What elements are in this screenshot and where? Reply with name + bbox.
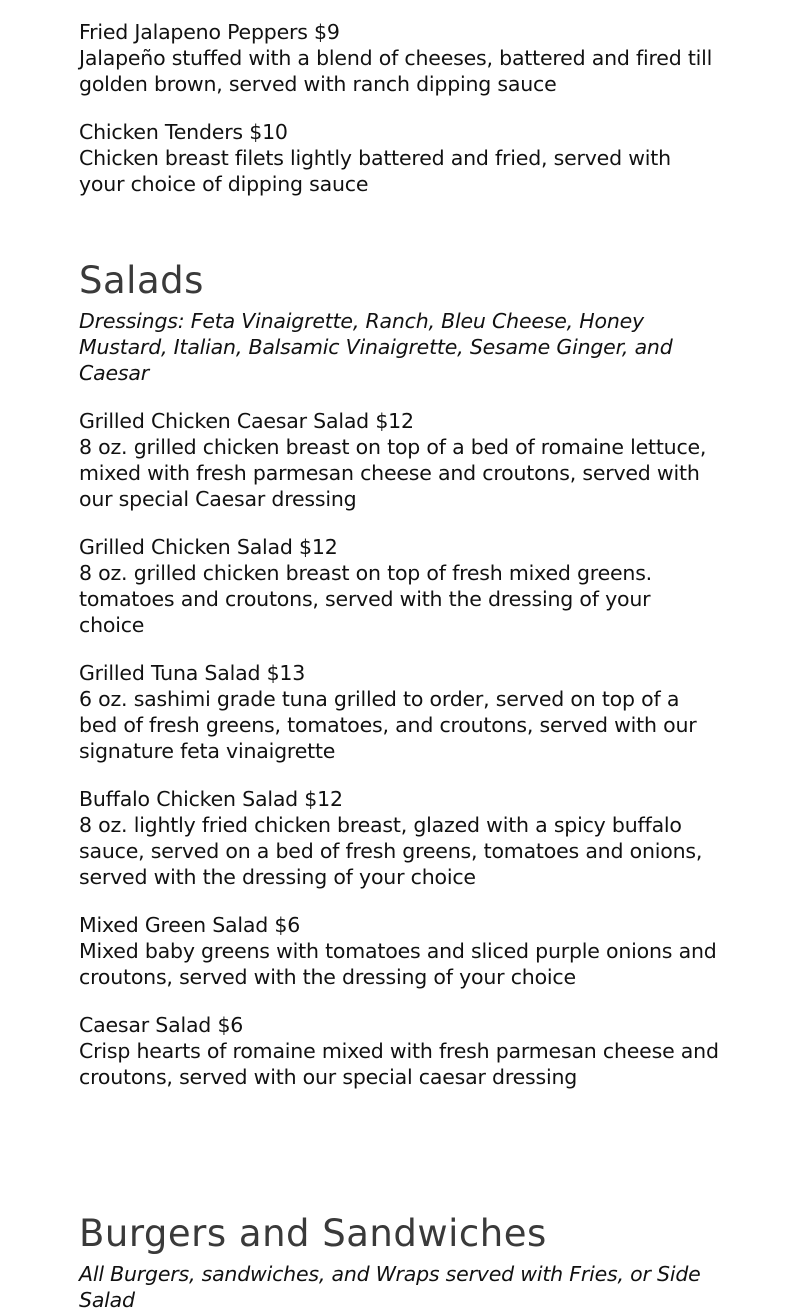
menu-item-name: Buffalo Chicken Salad $12	[79, 787, 343, 811]
menu-item-fried-jalapeno-peppers	[79, 19, 719, 97]
menu-item-description: Chicken breast filets lightly battered and fried, served with your choice of dipping sauce	[79, 146, 671, 196]
menu-item-description: Mixed baby greens with tomatoes and sliced purple onions and croutons, served with the dressing of your choice	[79, 939, 717, 989]
menu-item-buffalo-chicken-salad	[79, 786, 719, 890]
menu-item-name: Grilled Tuna Salad $13	[79, 661, 306, 685]
menu-item-description: 8 oz. lightly fried chicken breast, glazed with a spicy buffalo sauce, served on a bed of fresh greens, tomatoes and onions, served with the dressing of your choice	[79, 813, 703, 889]
menu-item-grilled-tuna-salad	[79, 660, 719, 764]
menu-item-name: Chicken Tenders $10	[79, 120, 288, 144]
menu-item-description: Crisp hearts of romaine mixed with fresh parmesan cheese and croutons, served with our special caesar dressing	[79, 1039, 719, 1089]
menu-item-grilled-chicken-caesar-salad	[79, 408, 719, 512]
menu-item-chicken-tenders	[79, 119, 719, 197]
menu-item-name: Grilled Chicken Caesar Salad $12	[79, 409, 414, 433]
menu-item-name: Caesar Salad $6	[79, 1013, 244, 1037]
burgers-sides-note: All Burgers, sandwiches, and Wraps served with Fries, or Side Salad	[79, 1262, 701, 1312]
section-title-burgers-and-sandwiches: Burgers and Sandwiches	[79, 1212, 547, 1255]
section-title-salads: Salads	[79, 259, 204, 302]
menu-item-description: Jalapeño stuffed with a blend of cheeses, battered and fired till golden brown, served with ranch dipping sauce	[79, 46, 713, 96]
menu-item-caesar-salad	[79, 1012, 719, 1090]
salads-dressings-note: Dressings: Feta Vinaigrette, Ranch, Bleu Cheese, Honey Mustard, Italian, Balsamic Vinaigrette, Sesame Ginger, and Caesar	[79, 309, 673, 385]
menu-item-description: 8 oz. grilled chicken breast on top of a bed of romaine lettuce, mixed with fresh parmesan cheese and croutons, served with our special Caesar dressing	[79, 435, 707, 511]
menu-item-mixed-green-salad	[79, 912, 719, 990]
menu-item-description: 6 oz. sashimi grade tuna grilled to order, served on top of a bed of fresh greens, tomatoes, and croutons, served with our signature feta vinaigrette	[79, 687, 697, 763]
menu-item-name: Mixed Green Salad $6	[79, 913, 301, 937]
menu-item-name: Fried Jalapeno Peppers $9	[79, 20, 340, 44]
menu-item-grilled-chicken-salad	[79, 534, 719, 638]
menu-item-name: Grilled Chicken Salad $12	[79, 535, 338, 559]
menu-item-description: 8 oz. grilled chicken breast on top of fresh mixed greens. tomatoes and croutons, served with the dressing of your choice	[79, 561, 653, 637]
